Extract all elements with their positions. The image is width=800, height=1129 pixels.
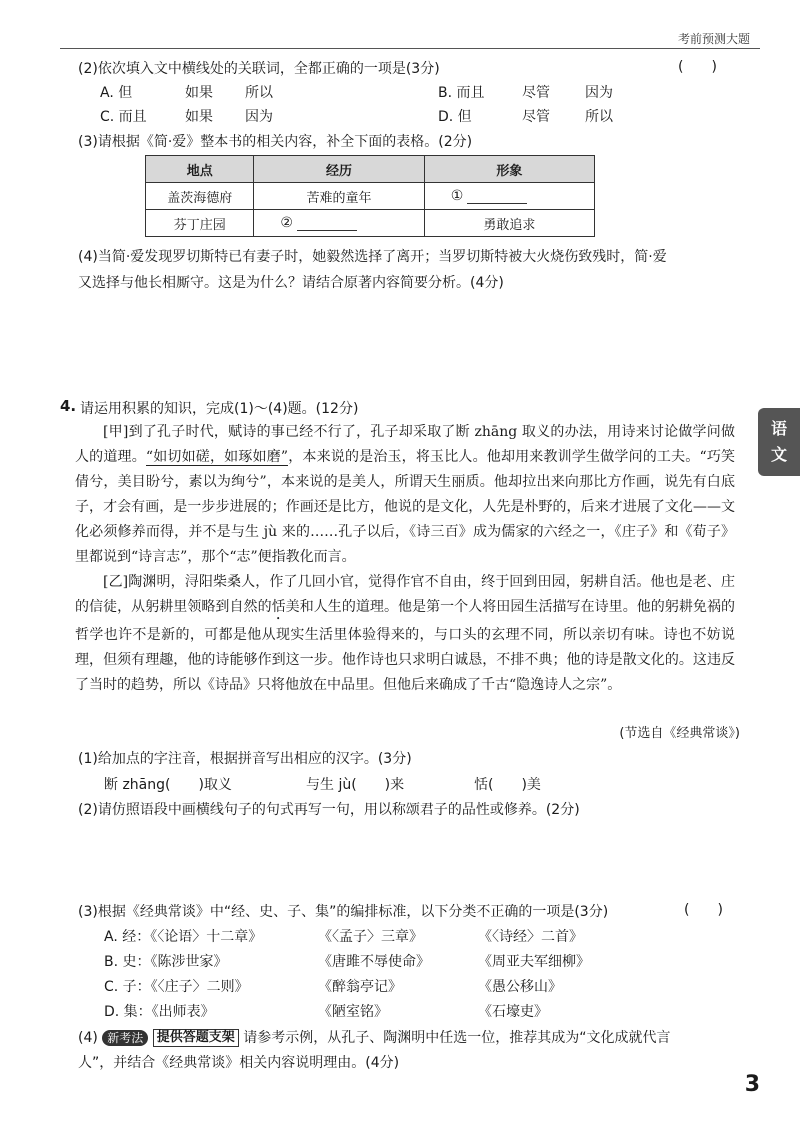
subject-tab-char2: 文: [770, 445, 787, 464]
q4-number: 4.: [60, 397, 77, 415]
q4-sub3-option-b[interactable]: B. 史：《陈涉世家》: [104, 954, 228, 970]
table-cell-image-blank[interactable]: ①: [424, 183, 594, 210]
q4-sub3-option-d-item3: 《石壕吏》: [478, 1004, 548, 1020]
q3-sub4-line1: (4)当简·爱发现罗切斯特已有妻子时，她毅然选择了离开；当罗切斯特被大火烧伤致残时，简·爱: [78, 249, 667, 265]
passage-b: [75, 570, 735, 698]
table-cell-experience-blank[interactable]: ②: [254, 210, 424, 237]
q3-sub2-option-a-word2: 所以: [245, 85, 273, 101]
q3-sub2-option-d-word1: 尽管: [522, 109, 550, 125]
table-header-image: 形象: [424, 156, 594, 183]
q4-sub3-stem: (3)根据《经典常谈》中“经、史、子、集”的编排标准，以下分类不正确的一项是(3分): [78, 904, 609, 920]
passage-a-text2: ，本来说的是治玉，将玉比人。他却用来教训学生做学问的工夫。“巧笑倩兮，美目盼兮，素以为绚兮”，本来说的是美人，所谓天生丽质。他却拉出来向那比方作画，说先有白底子，才会有画，是一步步进展的；作画还是比方，他说的是文化，人先是朴野的，后来才进展了文化——文化必须修养而得，并不是与生 jù 来的……孔子以后，《诗三百》成为儒家的六经之一，《庄子》和《荀子》里都说到“诗言志”，那个“志”便指教化而言。: [75, 449, 736, 565]
q4-sub1-stem: (1)给加点的字注音，根据拼音写出相应的汉字。(3分): [78, 751, 412, 767]
table-row: [146, 183, 595, 210]
table-header-experience: 经历: [254, 156, 424, 183]
q4-sub1-item3[interactable]: 恬( )美: [474, 777, 541, 793]
q3-sub2-answer-paren[interactable]: ( ): [678, 59, 717, 75]
passage-b-tag: [乙]: [103, 574, 129, 590]
q3-sub2-option-b[interactable]: B. 而且: [438, 85, 485, 101]
q3-sub2-option-c-word1: 如果: [185, 109, 213, 125]
passage-b-text1: 陶渊明，浔阳柴桑人，作了几回小官，觉得作官不自由，终于回到田园，躬耕自活。他也是老、庄的信徒，从躬耕里领略到自然的: [75, 574, 735, 615]
q4-sub3-option-a-item3: 《〈诗经〉二首》: [478, 929, 583, 945]
q4-sub1-item1[interactable]: 断 zhāng( )取义: [104, 777, 232, 793]
q4-sub3-answer-paren[interactable]: ( ): [684, 902, 723, 918]
q4-sub4-line1: (4) 新考法 提供答题支架 请参考示例，从孔子、陶渊明中任选一位，推荐其成为“文化成就代言: [78, 1030, 671, 1046]
answer-blank-2[interactable]: [297, 216, 357, 231]
q4-sub3-option-c-item3: 《愚公移山》: [478, 979, 562, 995]
passage-a-tag: [甲]: [103, 424, 129, 440]
q4-sub3-option-a-item2: 《〈孟子〉三章》: [318, 929, 423, 945]
q3-sub2-stem: (2)依次填入文中横线处的关联词，全都正确的一项是(3分): [78, 61, 440, 77]
q4-sub3-option-d[interactable]: D. 集：《出师表》: [104, 1004, 215, 1020]
table-header-place: 地点: [146, 156, 254, 183]
jane-eyre-table: [145, 155, 595, 237]
answer-blank-1[interactable]: [467, 189, 527, 204]
new-method-badge: 新考法: [102, 1030, 148, 1046]
passage-a-text1: 到了孔子时代，赋诗的事已经不行了，孔子却采取了断 zhāng 取义的办法，用诗来讨论做学问做人的道理。: [75, 424, 735, 465]
q4-sub1-item2[interactable]: 与生 jù( )来: [306, 777, 405, 793]
table-cell-place: 芬丁庄园: [146, 210, 254, 237]
q4-sub3-option-d-item2: 《陋室铭》: [318, 1004, 388, 1020]
passage-a: [75, 420, 735, 570]
q4-sub3-option-c-item2: 《醉翁亭记》: [318, 979, 402, 995]
table-cell-experience: 苦难的童年: [254, 183, 424, 210]
q3-sub2-option-c[interactable]: C. 而且: [100, 109, 147, 125]
q3-sub2-option-d[interactable]: D. 但: [438, 109, 472, 125]
table-row: [146, 210, 595, 237]
q4-sub3-option-a[interactable]: A. 经：《〈论语〉十二章》: [104, 929, 263, 945]
passage-b-text2: 美和人生的道理。他是第一个人将田园生活描写在诗里。他的躬耕免祸的哲学也许不是新的，可都是他从现实生活里体验得来的，与口头的玄理不同，所以亲切有味。诗也不妨说理，但须有理趣，他的诗能够作到这一步。他作诗也只求明白诚恳，不排不典；他的诗是散文化的。这违反了当时的趋势，所以《诗品》只将他放在中品里。但他后来确成了千古“隐逸诗人之宗”。: [75, 599, 736, 693]
q4-sub2-stem: (2)请仿照语段中画横线句子的句式再写一句，用以称颂君子的品性或修养。(2分): [78, 802, 580, 818]
passage-a-underlined-sentence: “如切如磋，如琢如磨”: [145, 449, 289, 465]
q3-sub2-option-a[interactable]: A. 但: [100, 85, 133, 101]
q3-sub2-option-d-word2: 所以: [585, 109, 613, 125]
q4-intro: 请运用积累的知识，完成(1)～(4)题。(12分): [80, 401, 359, 417]
q3-sub2-option-b-word1: 尽管: [522, 85, 550, 101]
q3-sub2-option-c-word2: 因为: [245, 109, 273, 125]
q3-sub4-line2: 又选择与他长相厮守。这是为什么？请结合原著内容简要分析。(4分): [78, 275, 504, 291]
table-cell-place: 盖茨海德府: [146, 183, 254, 210]
q4-sub3-option-c[interactable]: C. 子：《〈庄子〉二则》: [104, 979, 249, 995]
q3-sub2-option-b-word2: 因为: [585, 85, 613, 101]
q4-sub3-option-b-item2: 《唐雎不辱使命》: [318, 954, 430, 970]
q4-sub4-line2: 人”，并结合《经典常谈》相关内容说明理由。(4分): [78, 1055, 400, 1071]
passage-b-dotted-char: 恬: [271, 599, 286, 615]
header-rule: [60, 48, 760, 49]
header-title: 考前预测大题: [677, 32, 750, 46]
q4-sub3-option-b-item3: 《周亚夫军细柳》: [478, 954, 590, 970]
passage-source: (节选自《经典常谈》): [619, 726, 740, 741]
table-cell-image: 勇敢追求: [424, 210, 594, 237]
subject-tab: [758, 408, 800, 476]
page-number: 3: [744, 1072, 760, 1097]
subject-tab-char1: 语: [770, 419, 787, 438]
q3-sub3-stem: (3)请根据《简·爱》整本书的相关内容，补全下面的表格。(2分): [78, 134, 473, 150]
answer-scaffold-badge: 提供答题支架: [153, 1029, 239, 1047]
q3-sub2-option-a-word1: 如果: [185, 85, 213, 101]
